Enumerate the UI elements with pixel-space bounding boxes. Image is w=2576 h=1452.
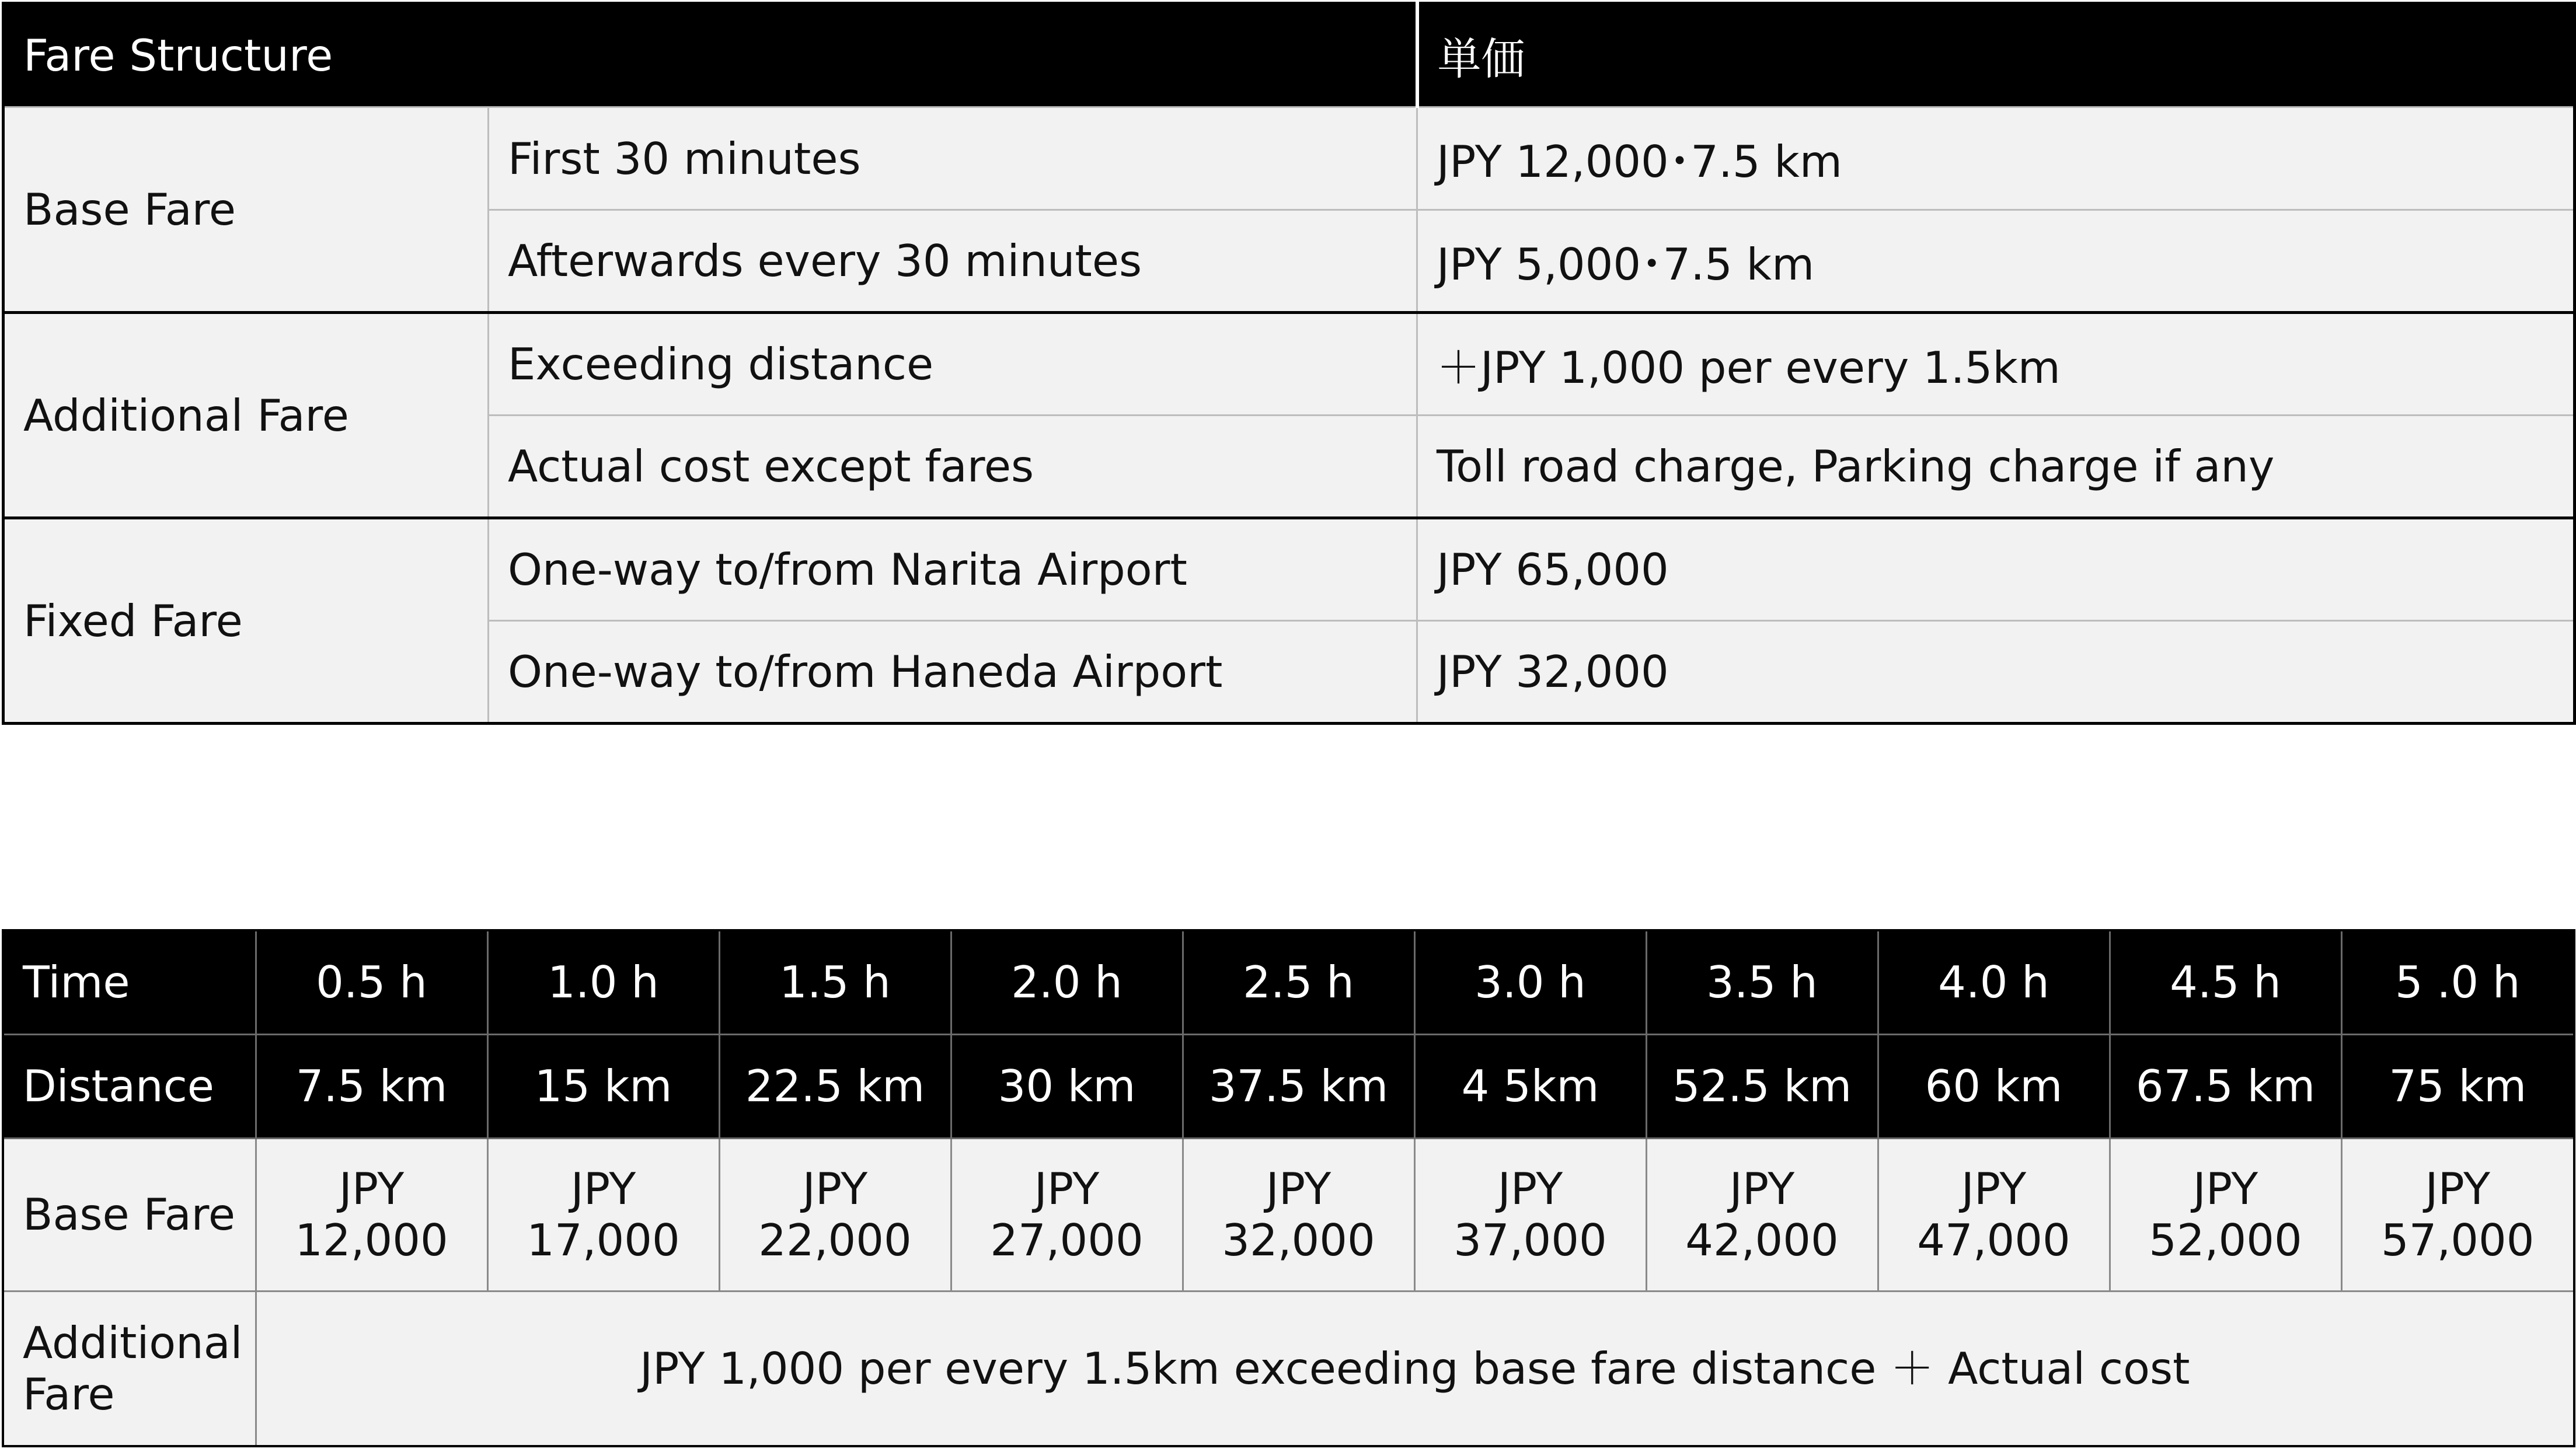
distance-cell: 60 km <box>1878 1034 2110 1138</box>
distance-cell: 37.5 km <box>1183 1034 1414 1138</box>
base-fare-row <box>3 1138 2574 1291</box>
base-fare-cell <box>256 1138 487 1291</box>
currency-label: JPY <box>1497 1163 1563 1214</box>
table-row <box>4 107 2575 210</box>
base-fare-cell <box>2341 1138 2574 1291</box>
base-fare-category: Base Fare <box>4 107 489 313</box>
base-fare-cell <box>2110 1138 2341 1291</box>
fare-item: Exceeding distance <box>489 313 1417 416</box>
distance-cell: 67.5 km <box>2110 1034 2341 1138</box>
time-cell: 3.0 h <box>1414 930 1646 1034</box>
time-cell: 4.5 h <box>2110 930 2341 1034</box>
distance-cell: 15 km <box>487 1034 719 1138</box>
fare-amount: 12,000 <box>295 1214 448 1266</box>
currency-label: JPY <box>2425 1163 2490 1214</box>
time-cell: 4.0 h <box>1878 930 2110 1034</box>
time-cell: 0.5 h <box>256 930 487 1034</box>
time-cell: 2.0 h <box>951 930 1183 1034</box>
table-row <box>4 313 2575 416</box>
currency-label: JPY <box>570 1163 636 1214</box>
fare-amount: 52,000 <box>2149 1214 2302 1266</box>
distance-cell: 22.5 km <box>719 1034 951 1138</box>
fare-item: Afterwards every 30 minutes <box>489 210 1417 313</box>
additional-fare-text: JPY 1,000 per every 1.5km exceeding base fare distance ＋ Actual cost <box>256 1291 2574 1446</box>
time-cell: 2.5 h <box>1183 930 1414 1034</box>
additional-fare-category: Additional Fare <box>4 313 489 518</box>
fare-amount: 42,000 <box>1685 1214 1839 1266</box>
distance-cell: 7.5 km <box>256 1034 487 1138</box>
fare-amount: 27,000 <box>990 1214 1144 1266</box>
fare-structure-header: Fare Structure <box>4 4 1417 107</box>
currency-label: JPY <box>1729 1163 1795 1214</box>
fare-amount: 32,000 <box>1222 1214 1375 1266</box>
fare-value: Toll road charge, Parking charge if any <box>1417 416 2575 518</box>
fare-amount: 57,000 <box>2381 1214 2535 1266</box>
fare-structure-table <box>2 2 2576 725</box>
fare-item: One-way to/from Haneda Airport <box>489 621 1417 724</box>
fare-value: JPY 32,000 <box>1417 621 2575 724</box>
base-fare-cell <box>1414 1138 1646 1291</box>
currency-label: JPY <box>1034 1163 1100 1214</box>
currency-label: JPY <box>2192 1163 2258 1214</box>
base-fare-cell <box>1183 1138 1414 1291</box>
base-fare-cell <box>1878 1138 2110 1291</box>
base-fare-cell <box>487 1138 719 1291</box>
time-row <box>3 930 2574 1034</box>
distance-cell: 4 5km <box>1414 1034 1646 1138</box>
currency-label: JPY <box>339 1163 405 1214</box>
currency-label: JPY <box>1961 1163 2027 1214</box>
additional-fare-row <box>3 1291 2574 1446</box>
additional-fare-label: Additional Fare <box>3 1291 256 1446</box>
fare-item: First 30 minutes <box>489 107 1417 210</box>
fare-amount: 47,000 <box>1917 1214 2070 1266</box>
distance-cell: 75 km <box>2341 1034 2574 1138</box>
fare-amount: 17,000 <box>527 1214 680 1266</box>
currency-label: JPY <box>1266 1163 1331 1214</box>
fare-value: JPY 12,000･7.5 km <box>1417 107 2575 210</box>
distance-cell: 30 km <box>951 1034 1183 1138</box>
time-label: Time <box>3 930 256 1034</box>
time-cell: 3.5 h <box>1646 930 1878 1034</box>
time-cell: 1.0 h <box>487 930 719 1034</box>
base-fare-label: Base Fare <box>3 1138 256 1291</box>
currency-label: JPY <box>802 1163 868 1214</box>
unit-price-header: 単価 <box>1417 4 2575 107</box>
table-row <box>4 518 2575 621</box>
distance-label: Distance <box>3 1034 256 1138</box>
base-fare-cell <box>1646 1138 1878 1291</box>
time-distance-fare-table <box>2 929 2575 1447</box>
base-fare-cell <box>719 1138 951 1291</box>
fare-value: ＋JPY 1,000 per every 1.5km <box>1417 313 2575 416</box>
distance-row <box>3 1034 2574 1138</box>
time-cell: 5 .0 h <box>2341 930 2574 1034</box>
time-cell: 1.5 h <box>719 930 951 1034</box>
fare-amount: 22,000 <box>758 1214 912 1266</box>
fare-value: JPY 5,000･7.5 km <box>1417 210 2575 313</box>
fare-structure-header-row <box>4 4 2575 107</box>
distance-cell: 52.5 km <box>1646 1034 1878 1138</box>
fare-item: Actual cost except fares <box>489 416 1417 518</box>
fixed-fare-category: Fixed Fare <box>4 518 489 724</box>
fare-amount: 37,000 <box>1453 1214 1607 1266</box>
fare-item: One-way to/from Narita Airport <box>489 518 1417 621</box>
base-fare-cell <box>951 1138 1183 1291</box>
fare-value: JPY 65,000 <box>1417 518 2575 621</box>
